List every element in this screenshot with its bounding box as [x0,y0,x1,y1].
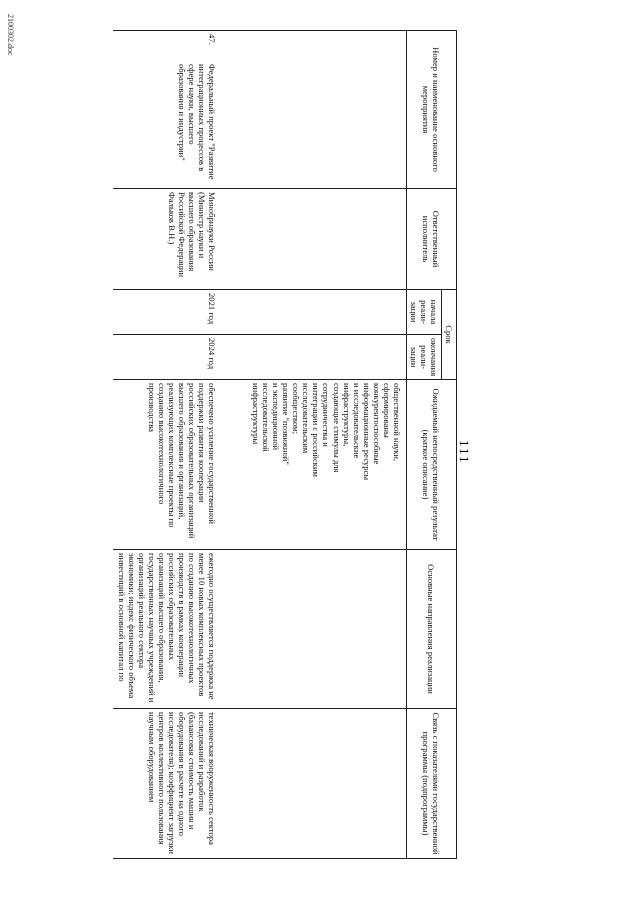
header-term-start: начала реали-зации [406,290,441,335]
cell-empty [221,550,406,709]
header-indicators: Связь с показателями государственной программы (подпрограммы) [406,709,456,859]
header-term: Срок [441,290,456,380]
cell-empty [221,189,406,290]
cell-result: обеспечено усиление государственной поддержки развития кооперации российских образовательных организаций высшего образования и организаций, реализующих комплексные проекты по созданию высокотехнологичного производства [113,380,221,550]
program-table [113,30,457,859]
header-term-end: окончания реали-зации [406,335,441,380]
cell-executor: Минобрнауки России (Министр науки и высшего образования Российской Федерации Фальков В.Н.) [113,189,221,290]
cell-empty [221,290,406,335]
header-activity: Номер и наименование основного мероприятия [406,31,456,189]
cell-indicators: техническая вооруженность сектора исследований и разработок (балансовая стоимость машин и оборудования в расчете на одного исследователя); коэффициент загрузки центров коллективного пользования научным оборудованием [113,709,221,859]
row-number: 47. [207,34,218,45]
cell-directions: ежегодно осуществляется поддержка не менее 10 новых комплексных проектов по созданию высокотехнологичных производств в рамках кооперации российских образовательных организаций высшего образования, государственных научных учреждений и организаций реального сектора экономики; индекс физического объема инвестиций в основной капитал по [113,550,221,709]
table-row-continuation [221,31,406,859]
activity-name: Федеральный проект "Развитие интеграционных процессов в сфере науки, высшего образования и индустрии" [177,64,218,180]
page-number: 111 [457,440,472,465]
cell-empty [221,335,406,380]
cell-empty [221,31,406,189]
header-executor: Ответственный исполнитель [406,189,456,290]
header-directions: Основные направления реализации [406,550,456,709]
cell-empty [221,709,406,859]
footer-filename: 2100302.doc [6,14,15,56]
cell-result-continuation: общественной науки, сформированы конкурентоспособные информационные ресурсы и исследовательские инфраструктуры, создающие стимулы для сотрудничества и интеграции с российским исследовательским сообществом; развитие "позвижной" и экспедиционной исследовательской инфраструктуры [221,380,406,550]
cell-start: 2021 год [113,290,221,335]
header-result: Ожидаемый непосредственный результат (краткое описание) [406,380,456,550]
cell-activity [113,31,221,189]
table-row-47 [113,31,221,859]
cell-end: 2024 год [113,335,221,380]
